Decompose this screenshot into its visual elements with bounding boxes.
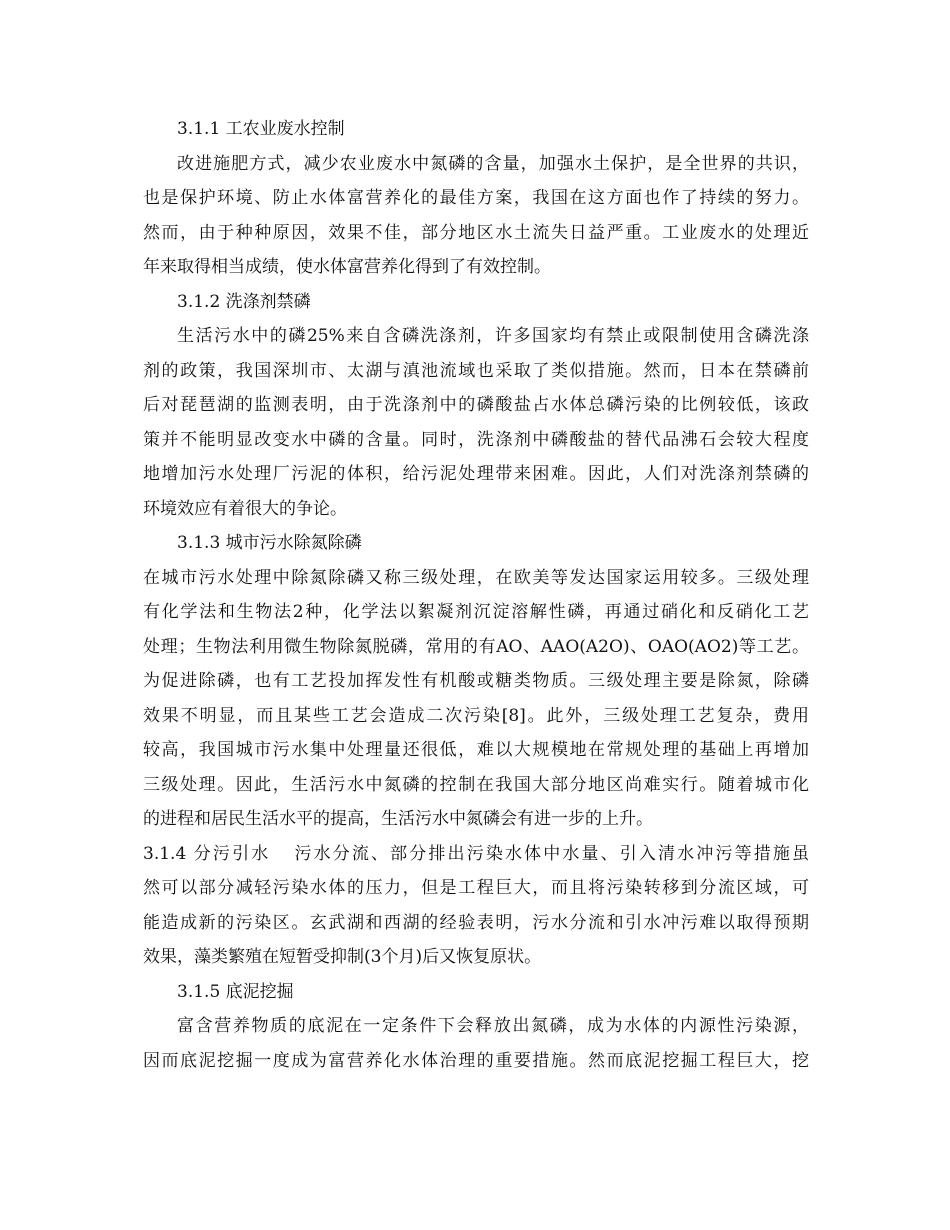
document-body	[143, 112, 809, 1078]
paragraph-line: 三级处理。因此，生活污水中氮磷的控制在我国大部分地区尚难实行。随着城市化	[143, 774, 809, 795]
section-heading: 3.1.4 分污引水	[143, 843, 271, 864]
paragraph-line: 剂的政策，我国深圳市、太湖与滇池流域也采取了类似措施。然而，日本在禁磷前	[143, 360, 809, 381]
paragraph-text: 污水分流、部分排出污染水体中水量、引入清水冲污等措施虽	[292, 843, 809, 864]
paragraph-line: 为促进除磷，也有工艺投加挥发性有机酸或糖类物质。三级处理主要是除氮，除磷	[143, 671, 809, 691]
paragraph-line: 能造成新的污染区。玄武湖和西湖的经验表明，污水分流和引水冲污难以取得预期	[143, 912, 809, 933]
paragraph-line: 然而，由于种种原因，效果不佳，部分地区水土流失日益严重。工业废水的处理近	[143, 222, 809, 243]
paragraph-line: 后对琵琶湖的监测表明，由于洗涤剂中的磷酸盐占水体总磷污染的比例较低，该政	[143, 395, 809, 415]
paragraph-line: 策并不能明显改变水中磷的含量。同时，洗涤剂中磷酸盐的替代品沸石会较大程度	[143, 429, 809, 450]
paragraph-line: 处理；生物法利用微生物除氮脱磷，常用的有AO、AAO(A2O)、OAO(AO2)等工艺。	[143, 636, 809, 657]
paragraph-line: 有化学法和生物法2种，化学法以絮凝剂沉淀溶解性磷，再通过硝化和反硝化工艺	[143, 602, 809, 622]
paragraph-line: 在城市污水处理中除氮除磷又称三级处理，在欧美等发达国家运用较多。三级处理	[143, 567, 809, 588]
paragraph-line: 效果不明显，而且某些工艺会造成二次污染[8]。此外，三级处理工艺复杂，费用	[143, 705, 809, 726]
paragraph-line: 然可以部分减轻污染水体的压力，但是工程巨大，而且将污染转移到分流区域，可	[143, 878, 809, 898]
paragraph-line: 地增加污水处理厂污泥的体积，给污泥处理带来困难。因此，人们对洗涤剂禁磷的	[143, 464, 809, 484]
paragraph-line: 较高，我国城市污水集中处理量还很低，难以大规模地在常规处理的基础上再增加	[143, 740, 809, 760]
paragraph-line	[143, 837, 809, 872]
paragraph-line: 生活污水中的磷25%来自含磷洗涤剂，许多国家均有禁止或限制使用含磷洗涤	[177, 326, 809, 346]
section-heading: 3.1.3 城市污水除氮除磷	[177, 533, 362, 553]
paragraph-line: 改进施肥方式，减少农业废水中氮磷的含量，加强水土保护，是全世界的共识，	[177, 153, 809, 174]
paragraph-line: 也是保护环境、防止水体富营养化的最佳方案，我国在这方面也作了持续的努力。	[143, 188, 809, 208]
section-heading: 3.1.2 洗涤剂禁磷	[177, 291, 311, 312]
section-heading: 3.1.1 工农业废水控制	[177, 119, 345, 139]
paragraph-line: 效果，藻类繁殖在短暂受抑制(3个月)后又恢复原状。	[143, 947, 542, 967]
paragraph-line: 富含营养物质的底泥在一定条件下会释放出氮磷，成为水体的内源性污染源，	[177, 1016, 809, 1036]
paragraph-line: 因而底泥挖掘一度成为富营养化水体治理的重要措施。然而底泥挖掘工程巨大，挖	[143, 1050, 809, 1071]
paragraph-line: 环境效应有着很大的争论。	[143, 498, 347, 519]
paragraph-line: 年来取得相当成绩，使水体富营养化得到了有效控制。	[143, 257, 551, 277]
section-heading: 3.1.5 底泥挖掘	[177, 981, 294, 1002]
paragraph-line: 的进程和居民生活水平的提高，生活污水中氮磷会有进一步的上升。	[143, 809, 653, 829]
